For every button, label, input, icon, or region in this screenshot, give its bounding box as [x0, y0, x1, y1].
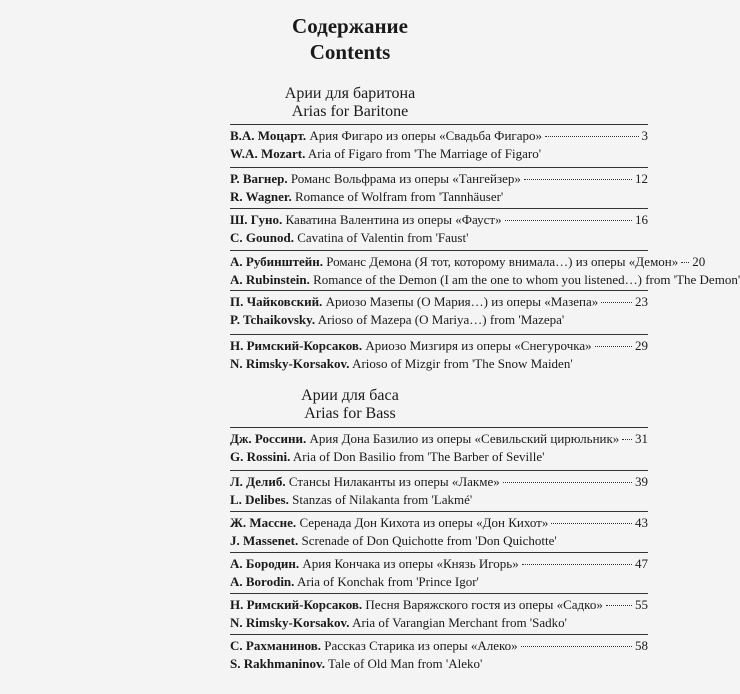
entry-author-ru: С. Рахманинов.	[230, 638, 322, 653]
entry-title-en: Arioso of Mizgir from 'The Snow Maiden'	[349, 356, 573, 371]
entry-page-number: 39	[635, 474, 648, 489]
entry-author-en: N. Rimsky-Korsakov.	[230, 356, 350, 371]
entry-title-ru: Ариозо Мазепы (О Мария…) из оперы «Мазепа»	[322, 294, 599, 309]
divider	[230, 334, 648, 335]
entry-author-ru: Н. Римский-Корсаков.	[230, 597, 363, 612]
entry-title-ru: Стансы Нилаканты из оперы «Лакме»	[285, 474, 500, 489]
divider	[230, 427, 648, 428]
entry-title-en: Romance of the Demon (I am the one to whom you listened…) from 'The Demon'	[309, 272, 740, 287]
entry-title-ru: Серенада Дон Кихота из оперы «Дон Кихот»	[296, 515, 549, 530]
entry-author-en: J. Massenet.	[230, 533, 299, 548]
entry-author-en: L. Delibes.	[230, 492, 289, 507]
entry-author-en: W.A. Mozart.	[230, 146, 306, 161]
entry-author-ru: Ж. Массне.	[230, 515, 297, 530]
entry-author-en: P. Tchaikovsky.	[230, 312, 316, 327]
entry-title-en: Aria of Don Basilio from 'The Barber of Seville'	[290, 449, 545, 464]
entry-author-en: A. Rubinstein.	[230, 272, 310, 287]
divider	[230, 208, 648, 209]
entry-title-ru: Романс Демона (Я тот, которому внимала…) из оперы «Демон»	[323, 254, 679, 269]
toc-entry	[230, 596, 648, 632]
entry-title-en: Stanzas of Nilakanta from 'Lakmé'	[288, 492, 473, 507]
dot-leader	[521, 646, 632, 647]
entry-author-en: C. Gounod.	[230, 230, 294, 245]
toc-entry	[230, 253, 740, 289]
entry-author-ru: А. Рубинштейн.	[230, 254, 323, 269]
divider	[230, 470, 648, 471]
divider	[230, 250, 648, 251]
entry-title-ru: Ария Дона Базилио из оперы «Севильский цирюльник»	[306, 431, 620, 446]
toc-entry	[230, 555, 648, 591]
entry-title-en: Screnade of Don Quichotte from 'Don Quichotte'	[298, 533, 557, 548]
entry-author-ru: А. Бородин.	[230, 556, 300, 571]
entry-author-en: S. Rakhmaninov.	[230, 656, 326, 671]
entry-author-en: G. Rossini.	[230, 449, 291, 464]
entry-author-ru: В.А. Моцарт.	[230, 128, 307, 143]
section-title-en: Arias for Bass	[304, 405, 396, 422]
divider	[230, 634, 648, 635]
dot-leader	[606, 605, 632, 606]
entry-author-en: R. Wagner.	[230, 189, 292, 204]
entry-page-number: 16	[635, 212, 648, 227]
entry-page-number: 55	[635, 597, 648, 612]
entry-page-number: 29	[635, 338, 648, 353]
entry-title-en: Tale of Old Man from 'Aleko'	[325, 656, 483, 671]
entry-title-ru: Ария Кончака из оперы «Князь Игорь»	[299, 556, 519, 571]
entry-author-ru: Ш. Гуно.	[230, 212, 283, 227]
entry-title-ru: Ария Фигаро из оперы «Свадьба Фигаро»	[306, 128, 542, 143]
entry-title-ru: Каватина Валентина из оперы «Фауст»	[282, 212, 502, 227]
entry-author-ru: Н. Римский-Корсаков.	[230, 338, 363, 353]
entry-author-en: N. Rimsky-Korsakov.	[230, 615, 350, 630]
entry-author-ru: Дж. Россини.	[230, 431, 307, 446]
divider	[230, 593, 648, 594]
entry-title-en: Aria of Varangian Merchant from 'Sadko'	[349, 615, 567, 630]
dot-leader	[505, 220, 632, 221]
entry-page-number: 23	[635, 294, 648, 309]
dot-leader	[551, 523, 632, 524]
toc-entry	[230, 337, 648, 373]
toc-entry	[230, 170, 648, 206]
toc-entry	[230, 514, 648, 550]
toc-entry	[230, 473, 648, 509]
entry-author-ru: Л. Делиб.	[230, 474, 286, 489]
toc-entry	[230, 637, 648, 673]
page-title-ru: Содержание	[292, 14, 408, 38]
section-title-ru: Арии для баса	[301, 387, 399, 404]
dot-leader	[622, 439, 632, 440]
page-title-en: Contents	[309, 40, 391, 64]
divider	[230, 511, 648, 512]
entry-page-number: 3	[641, 128, 648, 143]
dot-leader	[524, 179, 632, 180]
entry-title-ru: Ариозо Мизгиря из оперы «Снегурочка»	[362, 338, 592, 353]
entry-title-en: Aria of Figaro from 'The Marriage of Figaro'	[305, 146, 542, 161]
entry-title-en: Aria of Konchak from 'Prince Igor'	[294, 574, 479, 589]
toc-entry	[230, 293, 648, 329]
entry-title-ru: Романс Вольфрама из оперы «Тангейзер»	[287, 171, 521, 186]
divider	[230, 167, 648, 168]
toc-entry	[230, 211, 648, 247]
divider	[230, 124, 648, 125]
section-title-en: Arias for Baritone	[291, 103, 409, 120]
entry-page-number: 58	[635, 638, 648, 653]
entry-title-en: Arioso of Mazepa (O Mariya…) from 'Mazepa'	[315, 312, 565, 327]
entry-title-ru: Песня Варяжского гостя из оперы «Садко»	[362, 597, 603, 612]
entry-page-number: 47	[635, 556, 648, 571]
entry-author-ru: Р. Вагнер.	[230, 171, 288, 186]
entry-author-ru: П. Чайковский.	[230, 294, 323, 309]
dot-leader	[681, 262, 689, 263]
dot-leader	[522, 564, 632, 565]
dot-leader	[595, 346, 632, 347]
toc-entry	[230, 127, 648, 163]
dot-leader	[545, 136, 639, 137]
toc-entry	[230, 430, 648, 466]
entry-title-en: Romance of Wolfram from 'Tannhäuser'	[291, 189, 504, 204]
divider	[230, 290, 648, 291]
entry-page-number: 12	[635, 171, 648, 186]
divider	[230, 552, 648, 553]
section-title-ru: Арии для баритона	[284, 85, 416, 102]
entry-title-en: Cavatina of Valentin from 'Faust'	[293, 230, 469, 245]
dot-leader	[601, 302, 632, 303]
entry-page-number: 20	[692, 254, 706, 269]
entry-page-number: 31	[635, 431, 648, 446]
entry-author-en: A. Borodin.	[230, 574, 295, 589]
dot-leader	[503, 482, 632, 483]
entry-page-number: 43	[635, 515, 648, 530]
entry-title-ru: Рассказ Старика из оперы «Алеко»	[321, 638, 518, 653]
